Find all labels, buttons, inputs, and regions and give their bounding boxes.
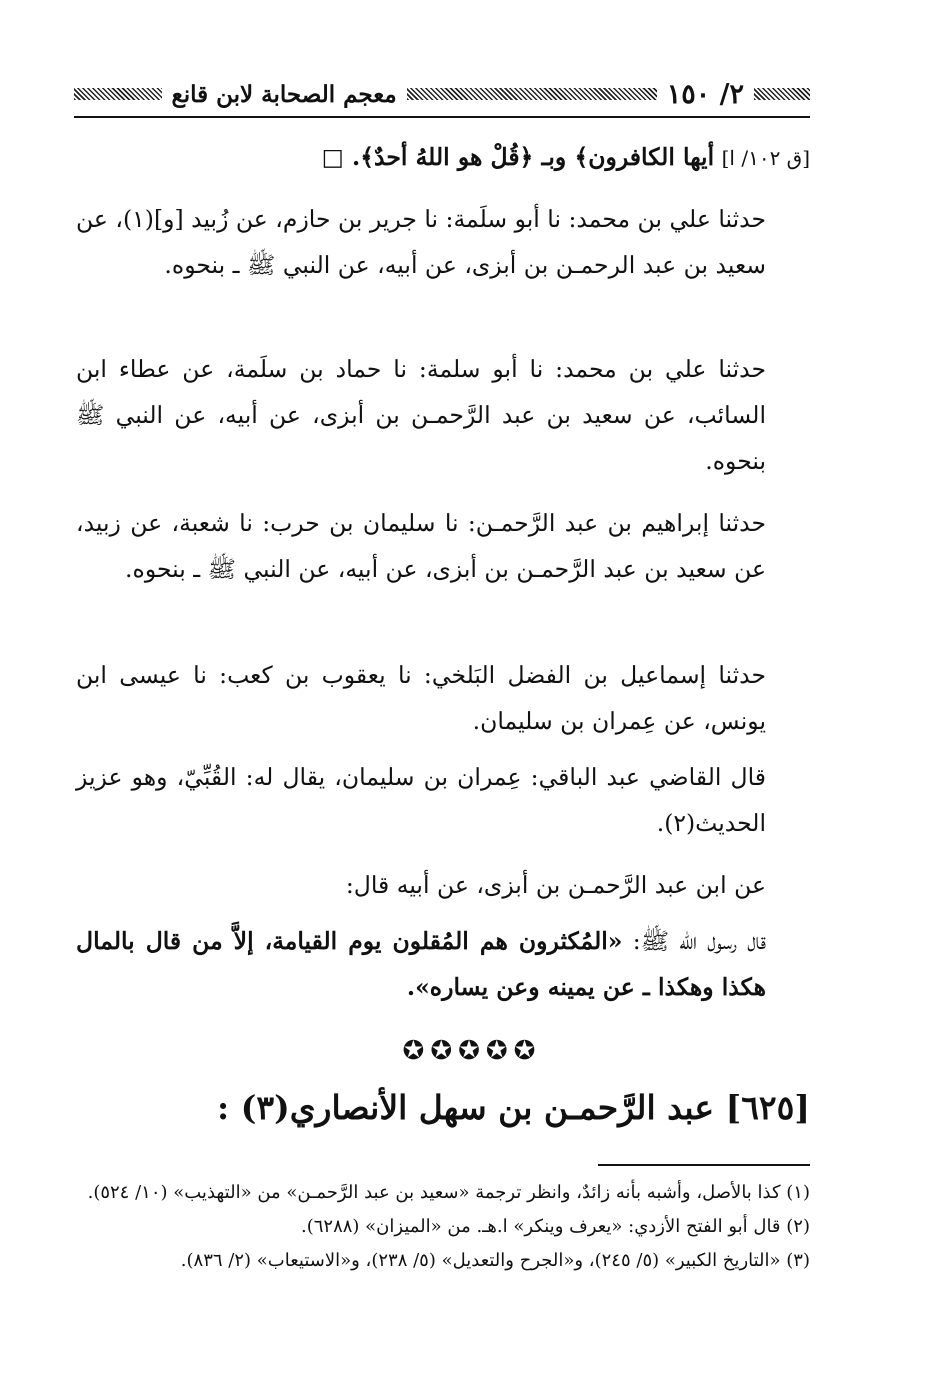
header-rule xyxy=(74,116,810,118)
footnote-2: (٢) قال أبو الفتح الأزدي: «يعرف وينكر» ا.هـ. من «الميزان» (٦٢٨٨). xyxy=(300,1216,810,1237)
section-separator: ✪✪✪✪✪ xyxy=(402,1036,542,1066)
hadith-prefix: قال رسول الله ﷺ: xyxy=(622,927,766,955)
paragraph: قال القاضي عبد الباقي: عِمران بن سليمان، يقال له: القُبِّيّ، وهو عزيز الحديث(٢). xyxy=(76,763,766,837)
header-ornament-left xyxy=(74,88,162,100)
narration-intro xyxy=(76,862,810,908)
running-header xyxy=(74,74,810,114)
footnote-rule xyxy=(598,1164,810,1166)
hadith-chain-2 xyxy=(76,346,810,484)
hadith-chain-4 xyxy=(76,652,810,744)
paragraph: حدثنا إسماعيل بن الفضل البَلخي: نا يعقوب بن كعب: نا عيسى ابن يونس، عن عِمران بن سليمان. xyxy=(76,661,766,735)
footnote-3: (٣) «التاريخ الكبير» (٥/ ٢٤٥)، و«الجرح والتعديل» (٥/ ٢٣٨)، و«الاستيعاب» (٢/ ٨٣٦). xyxy=(180,1250,810,1271)
hadith-matn: «المُكثرون هم المُقلون يوم القيامة، إلاَّ من قال بالمال هكذا وهكذا ـ عن يمينه وعن يساره». xyxy=(76,927,766,1001)
paragraph: حدثنا علي بن محمد: نا أبو سلَمة: نا جرير بن حازم، عن زُبيد [و](١)، عن سعيد بن عبد الرحمـن بن أبزى، عن أبيه، عن النبي ﷺ ـ بنحوه. xyxy=(76,205,766,279)
section-heading: [٦٢٥] عبد الرَّحمـن بن سهل الأنصاري(٣) : xyxy=(217,1088,810,1127)
header-ornament-middle xyxy=(407,88,657,100)
continuation-line xyxy=(76,134,810,181)
paragraph: حدثنا علي بن محمد: نا أبو سلمة: نا حماد بن سلَمة، عن عطاء ابن السائب، عن سعيد بن عبد الرَّحمـن بن أبزى، عن أبيه، عن النبي ﷺ بنحوه. xyxy=(76,355,766,475)
qadi-comment xyxy=(76,754,810,846)
page-number: ٢/ ١٥٠ xyxy=(666,78,744,110)
book-title: معجم الصحابة لابن قانع xyxy=(171,80,397,108)
footnote-1: (١) كذا بالأصل، وأشبه بأنه زائدٌ، وانظر ترجمة «سعيد بن عبد الرَّحمـن» من «التهذيب» (١٠/ ٥٢٤). xyxy=(87,1182,810,1203)
hadith-chain-3 xyxy=(76,500,810,592)
header-ornament-right xyxy=(754,88,810,100)
hadith-text xyxy=(76,918,810,1010)
footnotes xyxy=(76,1176,810,1278)
paragraph: حدثنا إبراهيم بن عبد الرَّحمـن: نا سليمان بن حرب: نا شعبة، عن زبيد، عن سعيد بن عبد الرَّحمـن بن أبزى، عن أبيه، عن النبي ﷺ ـ بنحوه. xyxy=(76,509,766,583)
hadith-chain-1 xyxy=(76,196,810,288)
manuscript-folio-ref: [ق ١٠٢/ ا] xyxy=(721,146,810,170)
paragraph: عن ابن عبد الرَّحمـن بن أبزى، عن أبيه قال: xyxy=(345,871,766,899)
quran-reference: أيها الكافرون﴾ وبـ ﴿قُلْ هو اللهُ أحدٌ﴾. □ xyxy=(321,143,715,171)
